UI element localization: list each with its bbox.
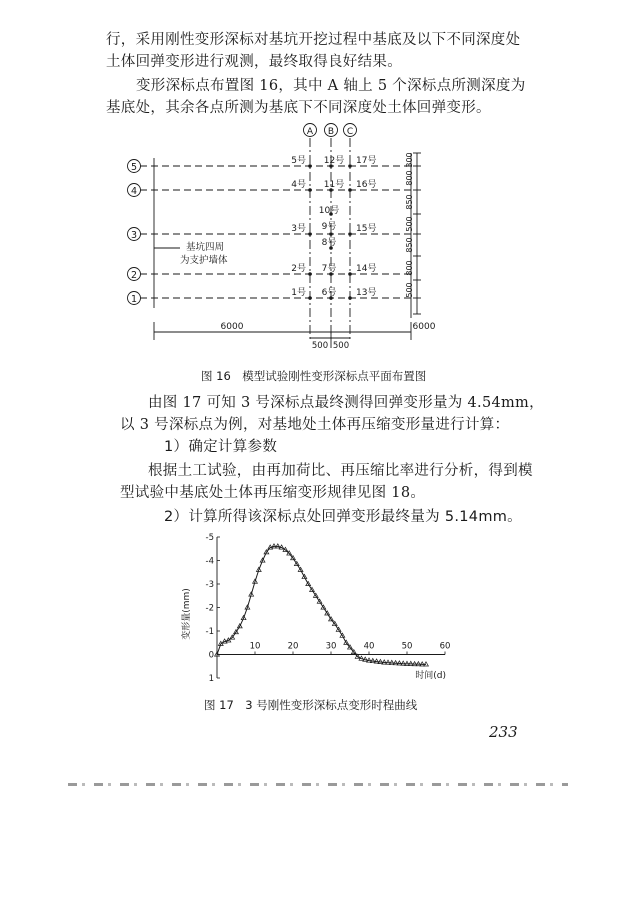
point-label: 7号 xyxy=(321,264,337,274)
y-tick-label: -5 xyxy=(205,533,214,543)
dimension-label: 850 xyxy=(405,237,414,253)
row-label: 2 xyxy=(130,270,138,281)
dimension-label: 800 xyxy=(405,260,414,276)
dimension-label: 6000 xyxy=(220,322,244,332)
point-label: 11号 xyxy=(323,180,345,190)
data-point-triangle xyxy=(424,662,429,666)
axis-label-c: C xyxy=(346,127,354,137)
point-label: 17号 xyxy=(356,156,377,166)
row-label: 3 xyxy=(130,230,138,241)
y-tick-label: -2 xyxy=(205,603,214,614)
series-line xyxy=(217,546,426,664)
dimension-label: 500 xyxy=(405,282,414,298)
page-number: 233 xyxy=(489,723,518,741)
figure16-layout-diagram xyxy=(118,118,518,358)
section-heading: 1）确定计算参数 xyxy=(164,439,278,455)
x-axis-title: 时间(d) xyxy=(415,671,446,681)
x-tick-label: 20 xyxy=(287,641,299,652)
y-tick-label: -1 xyxy=(205,627,214,637)
point-label: 3号 xyxy=(291,224,306,234)
figure17-caption: 图 17 3 号刚性变形深标点变形时程曲线 xyxy=(204,698,418,712)
figure16-caption: 图 16 模型试验刚性变形深标点平面布置图 xyxy=(201,369,427,383)
point-label: 5号 xyxy=(291,156,306,166)
point-label: 10号 xyxy=(318,206,340,216)
paragraph-line: 以 3 号深标点为例，对基地处土体再压缩变形量进行计算： xyxy=(120,417,510,433)
wall-label: 基坑四周 xyxy=(186,242,225,253)
axis-label-a: A xyxy=(306,127,314,137)
figure17-chart xyxy=(180,528,470,686)
dimension-label: 800 xyxy=(405,170,414,186)
x-tick-label: 40 xyxy=(363,641,375,652)
row-label: 5 xyxy=(130,162,138,173)
y-tick-label: -3 xyxy=(205,580,214,590)
wall-label: 为支护墙体 xyxy=(180,255,228,266)
point-label: 13号 xyxy=(356,288,377,298)
point-label: 2号 xyxy=(291,264,306,274)
paragraph-line: 型试验中基底处土体再压缩变形规律见图 18。 xyxy=(120,485,426,501)
dimension-label: 6000 xyxy=(412,322,436,332)
y-tick-label: -4 xyxy=(205,556,214,567)
dimension-label: 500 xyxy=(332,341,350,351)
section-heading: 2）计算所得该深标点处回弹变形最终量为 5.14mm。 xyxy=(164,509,522,525)
paragraph-line: 基底处，其余各点所测为基底下不同深度处土体回弹变形。 xyxy=(106,100,491,116)
y-tick-label: 1 xyxy=(208,674,214,684)
row-label: 4 xyxy=(130,186,138,197)
dimension-label: 500 xyxy=(405,216,414,232)
paragraph-line: 由图 17 可知 3 号深标点最终测得回弹变形量为 4.54mm， xyxy=(148,395,544,411)
point-label: 4号 xyxy=(291,180,306,190)
paragraph-line: 变形深标点布置图 16，其中 A 轴上 5 个深标点所测深度为 xyxy=(136,78,526,94)
point-label: 8号 xyxy=(321,238,337,248)
point-label: 16号 xyxy=(356,180,377,190)
point-label: 9号 xyxy=(321,222,337,232)
dimension-label: 850 xyxy=(405,194,414,210)
paragraph-line: 土体回弹变形进行观测，最终取得良好结果。 xyxy=(106,54,402,70)
x-tick-label: 10 xyxy=(249,641,261,652)
point-label: 12号 xyxy=(323,156,345,166)
x-tick-label: 30 xyxy=(325,641,337,652)
point-label: 1号 xyxy=(291,288,306,298)
paragraph-line: 根据土工试验，由再加荷比、再压缩比率进行分析，得到模 xyxy=(148,463,533,479)
x-tick-label: 60 xyxy=(439,641,451,652)
x-tick-label: 50 xyxy=(401,641,413,652)
row-label: 1 xyxy=(130,294,138,305)
point-label: 14号 xyxy=(356,264,377,274)
point-label: 6号 xyxy=(321,288,337,298)
dimension-label: 500 xyxy=(311,341,329,351)
y-tick-label: 0 xyxy=(208,650,214,661)
dimension-label: 300 xyxy=(405,152,414,168)
point-label: 15号 xyxy=(356,224,377,234)
paragraph-line: 行，采用刚性变形深标对基坑开挖过程中基底及以下不同深度处 xyxy=(106,32,521,48)
y-axis-title: 变形量(mm) xyxy=(182,588,192,640)
scan-artifact-line xyxy=(68,783,568,786)
axis-label-b: B xyxy=(327,127,335,137)
